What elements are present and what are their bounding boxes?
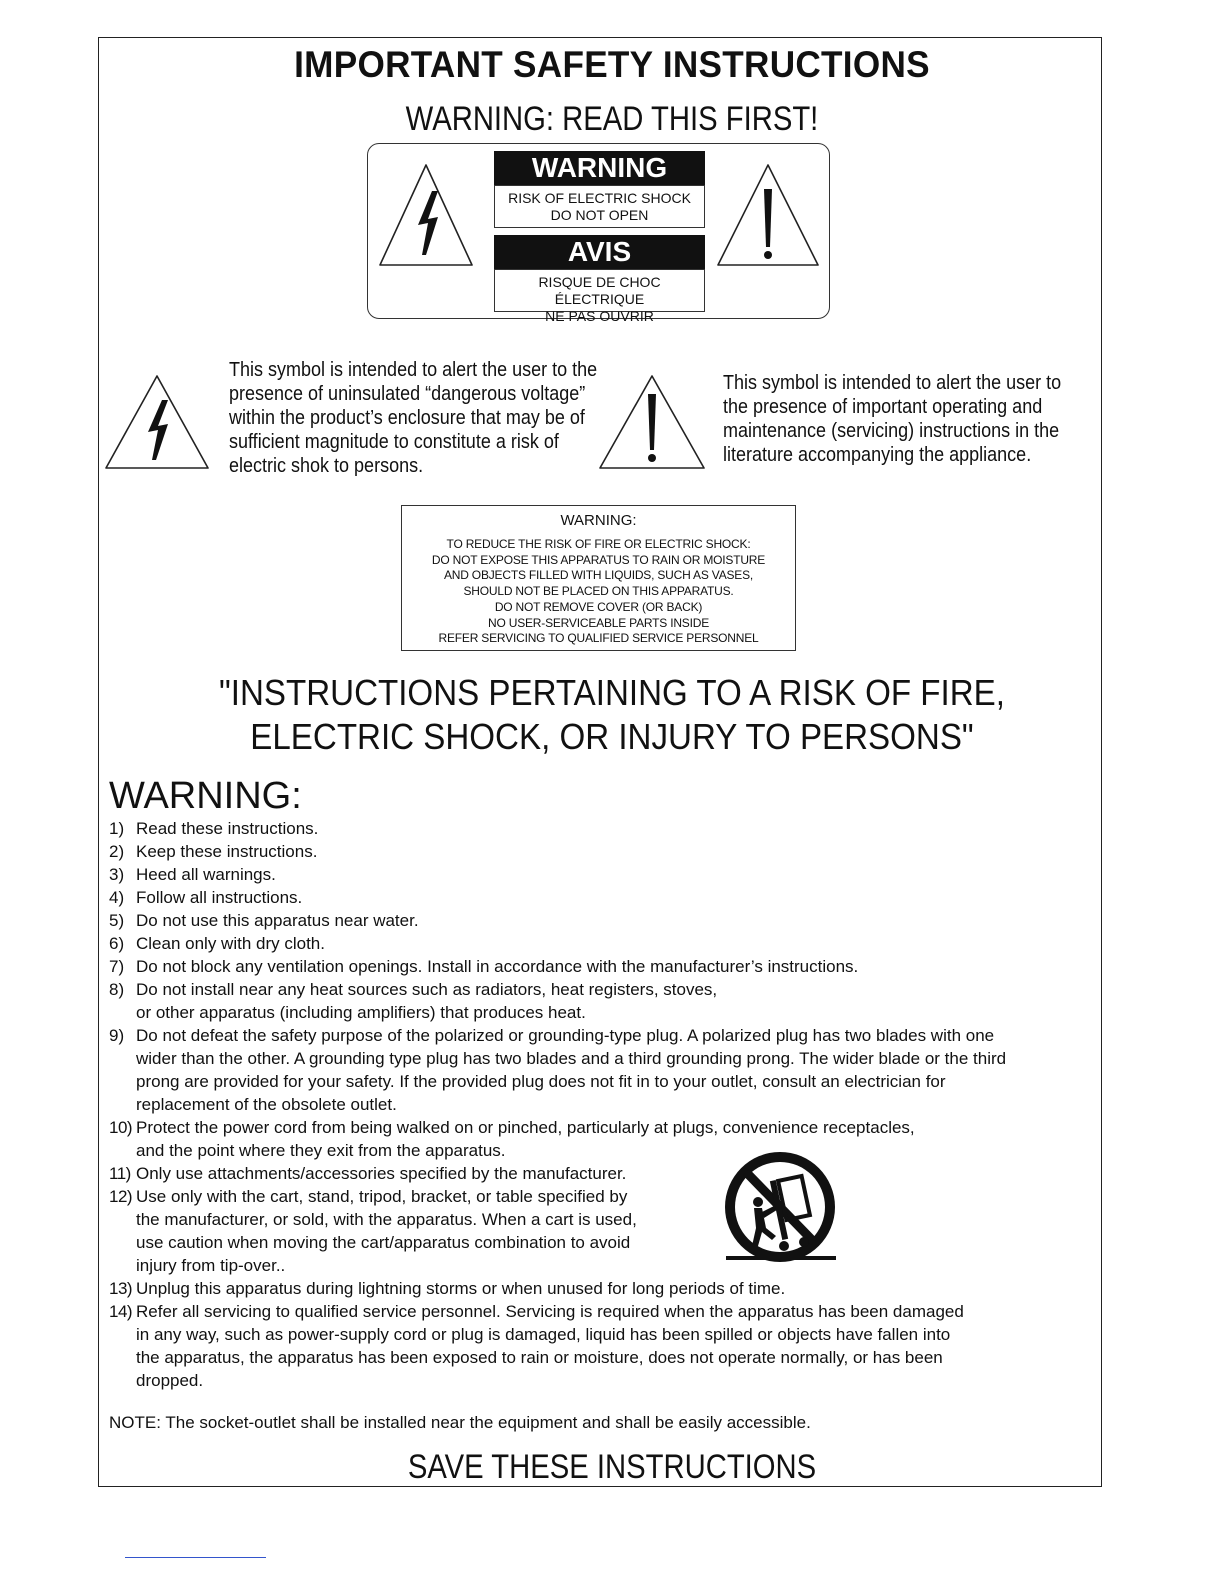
list-item [109,1116,1006,1139]
exclamation-desc-line: the presence of important operating and [723,396,1043,418]
item-number: 12) [109,1187,133,1206]
list-item [109,978,1006,1001]
avis-line-1: RISQUE DE CHOC ÉLECTRIQUE [538,274,661,307]
item-text: Protect the power cord from being walked on or pinched, particularly at plugs, convenience receptacles, [136,1118,915,1137]
item-text-continued: dropped. [136,1371,204,1390]
item-text: Only use attachments/accessories specified by the manufacturer. [136,1164,627,1183]
lightning-desc-line: presence of uninsulated “dangerous voltage” [229,383,586,405]
item-text: Heed all warnings. [136,865,276,884]
lightning-desc-line: This symbol is intended to alert the user to the [229,359,598,381]
exclamation-triangle-icon [714,159,822,271]
item-number: 1) [109,819,125,838]
warning-box-line: DO NOT EXPOSE THIS APPARATUS TO RAIN OR MOISTURE [431,552,766,567]
item-text: Keep these instructions. [136,842,318,861]
item-text-continued: use caution when moving the cart/apparatus combination to avoid [136,1233,631,1252]
list-item [109,909,1006,932]
list-item [109,1185,1006,1208]
list-item [109,840,1006,863]
item-text: Refer all servicing to qualified service personnel. Servicing is required when the apparatus has been damaged [136,1302,964,1321]
item-text-continued: injury from tip-over.. [136,1256,286,1275]
item-text: Clean only with dry cloth. [136,934,325,953]
safety-instructions-list [109,817,1006,1392]
page-title: IMPORTANT SAFETY INSTRUCTIONS [294,44,930,85]
exclamation-desc-line: maintenance (servicing) instructions in the [723,420,1060,442]
list-item [109,863,1006,886]
warning-heading: WARNING: [109,775,302,817]
cart-tipover-icon [718,1150,844,1268]
item-number: 5) [109,911,125,930]
warning-box-title: WARNING: [560,512,637,529]
list-item [109,1024,1006,1047]
item-number: 4) [109,888,125,907]
item-text-continued: or other apparatus (including amplifiers) that produces heat. [136,1003,586,1022]
item-text-continued: the manufacturer, or sold, with the apparatus. When a cart is used, [136,1210,637,1229]
exclamation-desc-line: This symbol is intended to alert the user to [723,372,1062,394]
item-text-continued: prong are provided for your safety. If the provided plug does not fit in to your outlet, consult an electrician for [136,1072,946,1091]
warning-box-line: TO REDUCE THE RISK OF FIRE OR ELECTRIC SHOCK: [446,537,751,551]
item-text: Use only with the cart, stand, tripod, bracket, or table specified by [136,1187,628,1206]
warning-box-line: SHOULD NOT BE PLACED ON THIS APPARATUS. [463,584,734,599]
warning-title: WARNING [494,151,705,185]
list-item [109,886,1006,909]
list-item [109,932,1006,955]
item-text: Do not block any ventilation openings. Install in accordance with the manufacturer’s instructions. [136,957,859,976]
exclamation-symbol-description [723,371,1061,467]
item-text-continued: and the point where they exit from the apparatus. [136,1141,506,1160]
lightning-desc-line: within the product’s enclosure that may be of [229,407,585,429]
item-text: Do not defeat the safety purpose of the polarized or grounding-type plug. A polarized plug has two blades with one [136,1026,995,1045]
item-text-continued: in any way, such as power-supply cord or plug is damaged, liquid has been spilled or objects have fallen into [136,1325,951,1344]
item-text: Read these instructions. [136,819,319,838]
item-text-continued: wider than the other. A grounding type plug has two blades and a third grounding prong. The wider blade or the third [136,1049,1007,1068]
lightning-symbol-description [229,358,597,478]
list-item [109,817,1006,840]
list-item [109,955,1006,978]
item-number: 2) [109,842,125,861]
list-item [109,1300,1006,1323]
avis-subtext [494,269,705,324]
page-subtitle: WARNING: READ THIS FIRST! [405,100,819,138]
item-number: 7) [109,957,125,976]
instructions-heading-line-2: ELECTRIC SHOCK, OR INJURY TO PERSONS" [250,716,974,757]
list-item [109,1277,1006,1300]
item-number: 14) [109,1302,133,1321]
item-number: 8) [109,980,125,999]
item-number: 6) [109,934,125,953]
exclamation-desc-line: literature accompanying the appliance. [723,444,1032,466]
avis-title: AVIS [494,235,705,269]
item-text: Follow all instructions. [136,888,303,907]
instructions-heading [49,671,1175,759]
warning-line-1: RISK OF ELECTRIC SHOCK [508,190,691,206]
warning-label [367,143,830,324]
lightning-desc-line: sufficient magnitude to constitute a risk of [229,431,559,453]
warning-box-line: AND OBJECTS FILLED WITH LIQUIDS, SUCH AS VASES, [443,568,754,583]
item-number: 10) [109,1118,133,1137]
warning-subtext [494,185,705,228]
lightning-desc-line: electric shok to persons. [229,455,424,477]
item-number: 3) [109,865,125,884]
save-instructions-footer: SAVE THESE INSTRUCTIONS [407,1448,817,1486]
item-text: Unplug this apparatus during lightning storms or when unused for long periods of time. [136,1279,786,1298]
note-text: NOTE: The socket-outlet shall be installed near the equipment and shall be easily accessible. [109,1413,811,1432]
item-number: 11) [109,1164,131,1183]
exclamation-symbol-icon [596,372,708,472]
item-text-continued: replacement of the obsolete outlet. [136,1095,397,1114]
warning-box-line: REFER SERVICING TO QUALIFIED SERVICE PERSONNEL [438,631,759,646]
item-number: 13) [109,1279,133,1298]
item-text: Do not use this apparatus near water. [136,911,419,930]
warning-box-line: NO USER-SERVICEABLE PARTS INSIDE [488,615,709,630]
electric-shock-warning-box [401,505,796,651]
lightning-triangle-icon [376,159,476,271]
warning-box-line: DO NOT REMOVE COVER (OR BACK) [494,599,703,614]
warning-line-2: DO NOT OPEN [550,207,649,223]
lightning-symbol-icon [102,372,212,472]
item-text-continued: the apparatus, the apparatus has been exposed to rain or moisture, does not operate normally, or has been [136,1348,943,1367]
footer-link-underline [125,1557,266,1558]
avis-line-2: NE PAS OUVRIR [545,308,654,324]
list-item [109,1162,1006,1185]
item-number: 9) [109,1026,125,1045]
item-text: Do not install near any heat sources such as radiators, heat registers, stoves, [136,980,718,999]
instructions-heading-line-1: "INSTRUCTIONS PERTAINING TO A RISK OF FIRE, [219,672,1005,713]
